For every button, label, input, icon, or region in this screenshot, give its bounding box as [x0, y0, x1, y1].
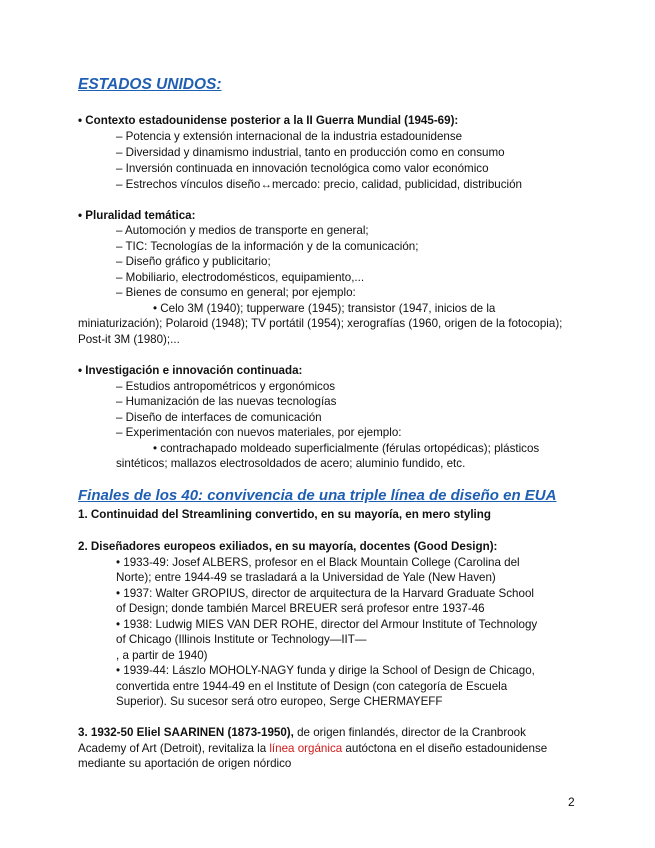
point-3-line-3: mediante su aportación de origen nórdico: [78, 757, 292, 770]
designer-line: of Design; donde también Marcel BREUER será profesor entre 1937-46: [116, 602, 485, 615]
example-line: • Celo 3M (1940); tupperware (1945); transistor (1947, inicios de la: [153, 302, 496, 315]
list-item: – Estrechos vínculos diseño↔mercado: precio, calidad, publicidad, distribución: [116, 178, 522, 191]
list-item: – Automoción y medios de transporte en general;: [116, 224, 369, 237]
example-line: sintéticos; mallazos electrosoldados de acero; aluminio fundido, etc.: [116, 457, 466, 470]
point-1: 1. Continuidad del Streamlining convertido, en su mayoría, en mero styling: [78, 508, 491, 521]
point-3-line-2: [78, 741, 547, 756]
list-item: – Diseño de interfaces de comunicación: [116, 411, 322, 424]
section-heading-research: • Investigación e innovación continuada:: [78, 364, 303, 377]
designer-line: Superior). Su sucesor será otro europeo, Serge CHERMAYEFF: [116, 695, 443, 708]
page-title: ESTADOS UNIDOS:: [78, 76, 222, 93]
section-heading-context: • Contexto estadounidense posterior a la II Guerra Mundial (1945-69):: [78, 114, 459, 127]
designer-line: • 1933-49: Josef ALBERS, profesor en el Black Mountain College (Carolina del: [116, 556, 520, 569]
designer-line: convertida entre 1944-49 en el Institute of Design (con categoría de Escuela: [116, 680, 508, 693]
example-line: • contrachapado moldeado superficialmente (férulas ortopédicas); plásticos: [153, 442, 540, 455]
designer-line: Norte); entre 1944-49 se trasladará a la Universidad de Yale (New Haven): [116, 571, 496, 584]
list-item: – Diversidad y dinamismo industrial, tanto en producción como en consumo: [116, 146, 505, 159]
organic-line-highlight: línea orgánica: [269, 742, 343, 755]
list-item: – Humanización de las nuevas tecnologías: [116, 395, 337, 408]
list-item: – TIC: Tecnologías de la información y de la comunicación;: [116, 240, 419, 253]
designer-line: • 1937: Walter GROPIUS, director de arquitectura de la Harvard Graduate School: [116, 587, 534, 600]
section-heading-plurality: • Pluralidad temática:: [78, 209, 196, 222]
example-line: Post-it 3M (1980);...: [78, 333, 180, 346]
list-item: – Diseño gráfico y publicitario;: [116, 255, 271, 268]
list-item: – Inversión continuada en innovación tecnológica como valor económico: [116, 162, 489, 175]
list-item: – Potencia y extensión internacional de la industria estadounidense: [116, 130, 463, 143]
designer-line: , a partir de 1940): [116, 649, 208, 662]
designer-line: • 1939-44: Lászlo MOHOLY-NAGY funda y dirige la School of Design de Chicago,: [116, 664, 535, 677]
list-item: – Bienes de consumo en general; por ejemplo:: [116, 286, 356, 299]
designer-line: • 1938: Ludwig MIES VAN DER ROHE, director del Armour Institute of Technology: [116, 618, 538, 631]
list-item: – Estudios antropométricos y ergonómicos: [116, 380, 336, 393]
point-3-text-post: autóctona en el diseño estadounidense: [342, 742, 548, 755]
section-subtitle: Finales de los 40: convivencia de una triple línea de diseño en EUA: [78, 487, 557, 504]
page-number: 2: [568, 795, 575, 809]
list-item: – Experimentación con nuevos materiales, por ejemplo:: [116, 426, 402, 439]
point-3-bold: 3. 1932-50 Eliel SAARINEN (1873-1950),: [78, 726, 294, 739]
point-3-text: de origen finlandés, director de la Cranbrook: [293, 726, 526, 739]
point-3-text-pre: Academy of Art (Detroit), revitaliza la: [78, 742, 270, 755]
example-line: miniaturización); Polaroid (1948); TV portátil (1954); xerografías (1960, origen de la fotocopia);: [78, 317, 563, 330]
point-3-line-1: [78, 725, 526, 740]
point-2-heading: 2. Diseñadores europeos exiliados, en su mayoría, docentes (Good Design):: [78, 540, 498, 553]
list-item: – Mobiliario, electrodomésticos, equipamiento,...: [116, 271, 365, 284]
designer-line: of Chicago (Illinois Institute or Technology—IIT—: [116, 633, 367, 646]
